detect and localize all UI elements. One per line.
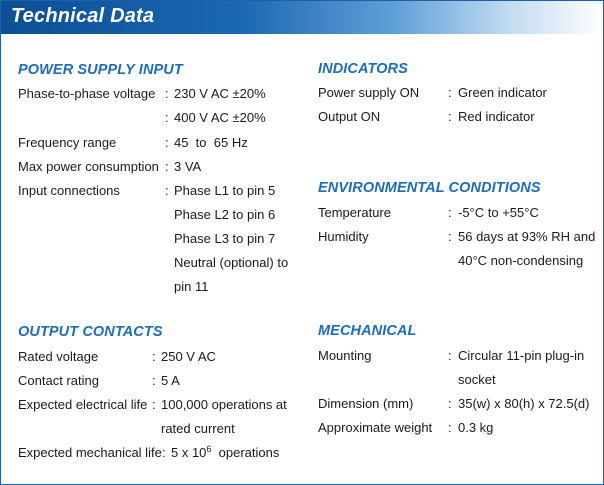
spec-value: 56 days at 93% RH and [458,229,596,244]
spec-value: 45 to 65 Hz [174,135,248,150]
spec-value-line: socket [458,372,496,387]
spec-label: Temperature [318,205,391,220]
section-title-indicators: INDICATORS [318,61,408,77]
spec-colon: : [165,86,169,101]
value-exponent: 6 [206,444,212,454]
spec-colon: : [448,348,452,363]
spec-label: Output ON [318,109,381,124]
spec-value: 400 V AC ±20% [174,110,266,125]
section-title-output-contacts: OUTPUT CONTACTS [18,324,163,340]
spec-value: 250 V AC [161,349,216,364]
spec-value-line: Neutral (optional) to [174,255,289,270]
spec-row-frequency-range [18,131,308,155]
spec-row-input-connections [18,179,308,203]
spec-colon: : [162,445,166,460]
spec-row-contact-rating [18,369,308,393]
spec-row-output-on [318,105,598,129]
spec-value-line: pin 11 [174,279,209,294]
spec-row-mounting [318,344,598,368]
spec-value: -5°C to +55°C [458,205,539,220]
spec-value: 0.3 kg [458,420,494,435]
spec-label: Contact rating [18,373,99,388]
spec-label: Mounting [318,348,372,363]
spec-label: Approximate weight [318,420,433,435]
spec-row-max-power [18,155,308,179]
spec-row-phase-voltage-2 [18,106,308,130]
spec-label: Input connections [18,183,120,198]
spec-value: Red indicator [458,109,535,124]
spec-label: Frequency range [18,135,117,150]
spec-row-humidity [318,225,598,249]
spec-colon: : [448,85,452,100]
spec-value: Circular 11-pin plug-in [458,348,585,363]
spec-value: Phase L1 to pin 5 [174,183,276,198]
spec-row-dimension [318,392,598,416]
spec-label: Expected mechanical life [18,445,162,460]
spec-row-temperature [318,201,598,225]
spec-value: 3 VA [174,159,202,174]
section-title-mechanical: MECHANICAL [318,323,417,339]
spec-colon: : [152,349,156,364]
spec-colon: : [448,229,452,244]
spec-value: 35(w) x 80(h) x 72.5(d) [458,396,590,411]
spec-row-approximate-weight [318,416,598,440]
section-title-environmental-conditions: ENVIRONMENTAL CONDITIONS [318,180,541,196]
spec-row-mechanical-life [18,441,308,465]
spec-colon: : [165,183,169,198]
spec-colon: : [448,205,452,220]
spec-value [171,441,279,465]
spec-colon: : [448,396,452,411]
spec-row-electrical-life [18,393,308,417]
spec-value-line: rated current [161,421,235,436]
spec-colon: : [448,420,452,435]
spec-row-power-supply-on [318,81,598,105]
spec-value-line: 40°C non-condensing [458,253,584,268]
spec-value: 5 A [161,373,180,388]
spec-label: Max power consumption [18,159,159,174]
spec-label: Expected electrical life [18,397,148,412]
spec-value-line: Phase L3 to pin 7 [174,231,276,246]
spec-value: Green indicator [458,85,547,100]
spec-label: Humidity [318,229,369,244]
value-base: 5 x 10 [171,445,207,460]
spec-value: 230 V AC ±20% [174,86,266,101]
spec-colon: : [152,397,156,412]
spec-colon: : [165,135,169,150]
section-title-power-supply-input: POWER SUPPLY INPUT [18,62,183,78]
spec-colon: : [152,373,156,388]
spec-label: Rated voltage [18,349,99,364]
page-title: Technical Data [11,5,155,27]
spec-colon: : [165,159,169,174]
spec-row-rated-voltage [18,345,308,369]
header-banner [1,1,603,34]
spec-label: Phase-to-phase voltage [18,86,156,101]
spec-colon: : [448,109,452,124]
spec-value: 100,000 operations at [161,397,287,412]
spec-label: Power supply ON [318,85,420,100]
spec-row-phase-voltage [18,82,308,106]
spec-label: Dimension (mm) [318,396,414,411]
spec-colon: : [165,110,169,125]
spec-value-line: Phase L2 to pin 6 [174,207,276,222]
value-rest: operations [211,445,280,460]
